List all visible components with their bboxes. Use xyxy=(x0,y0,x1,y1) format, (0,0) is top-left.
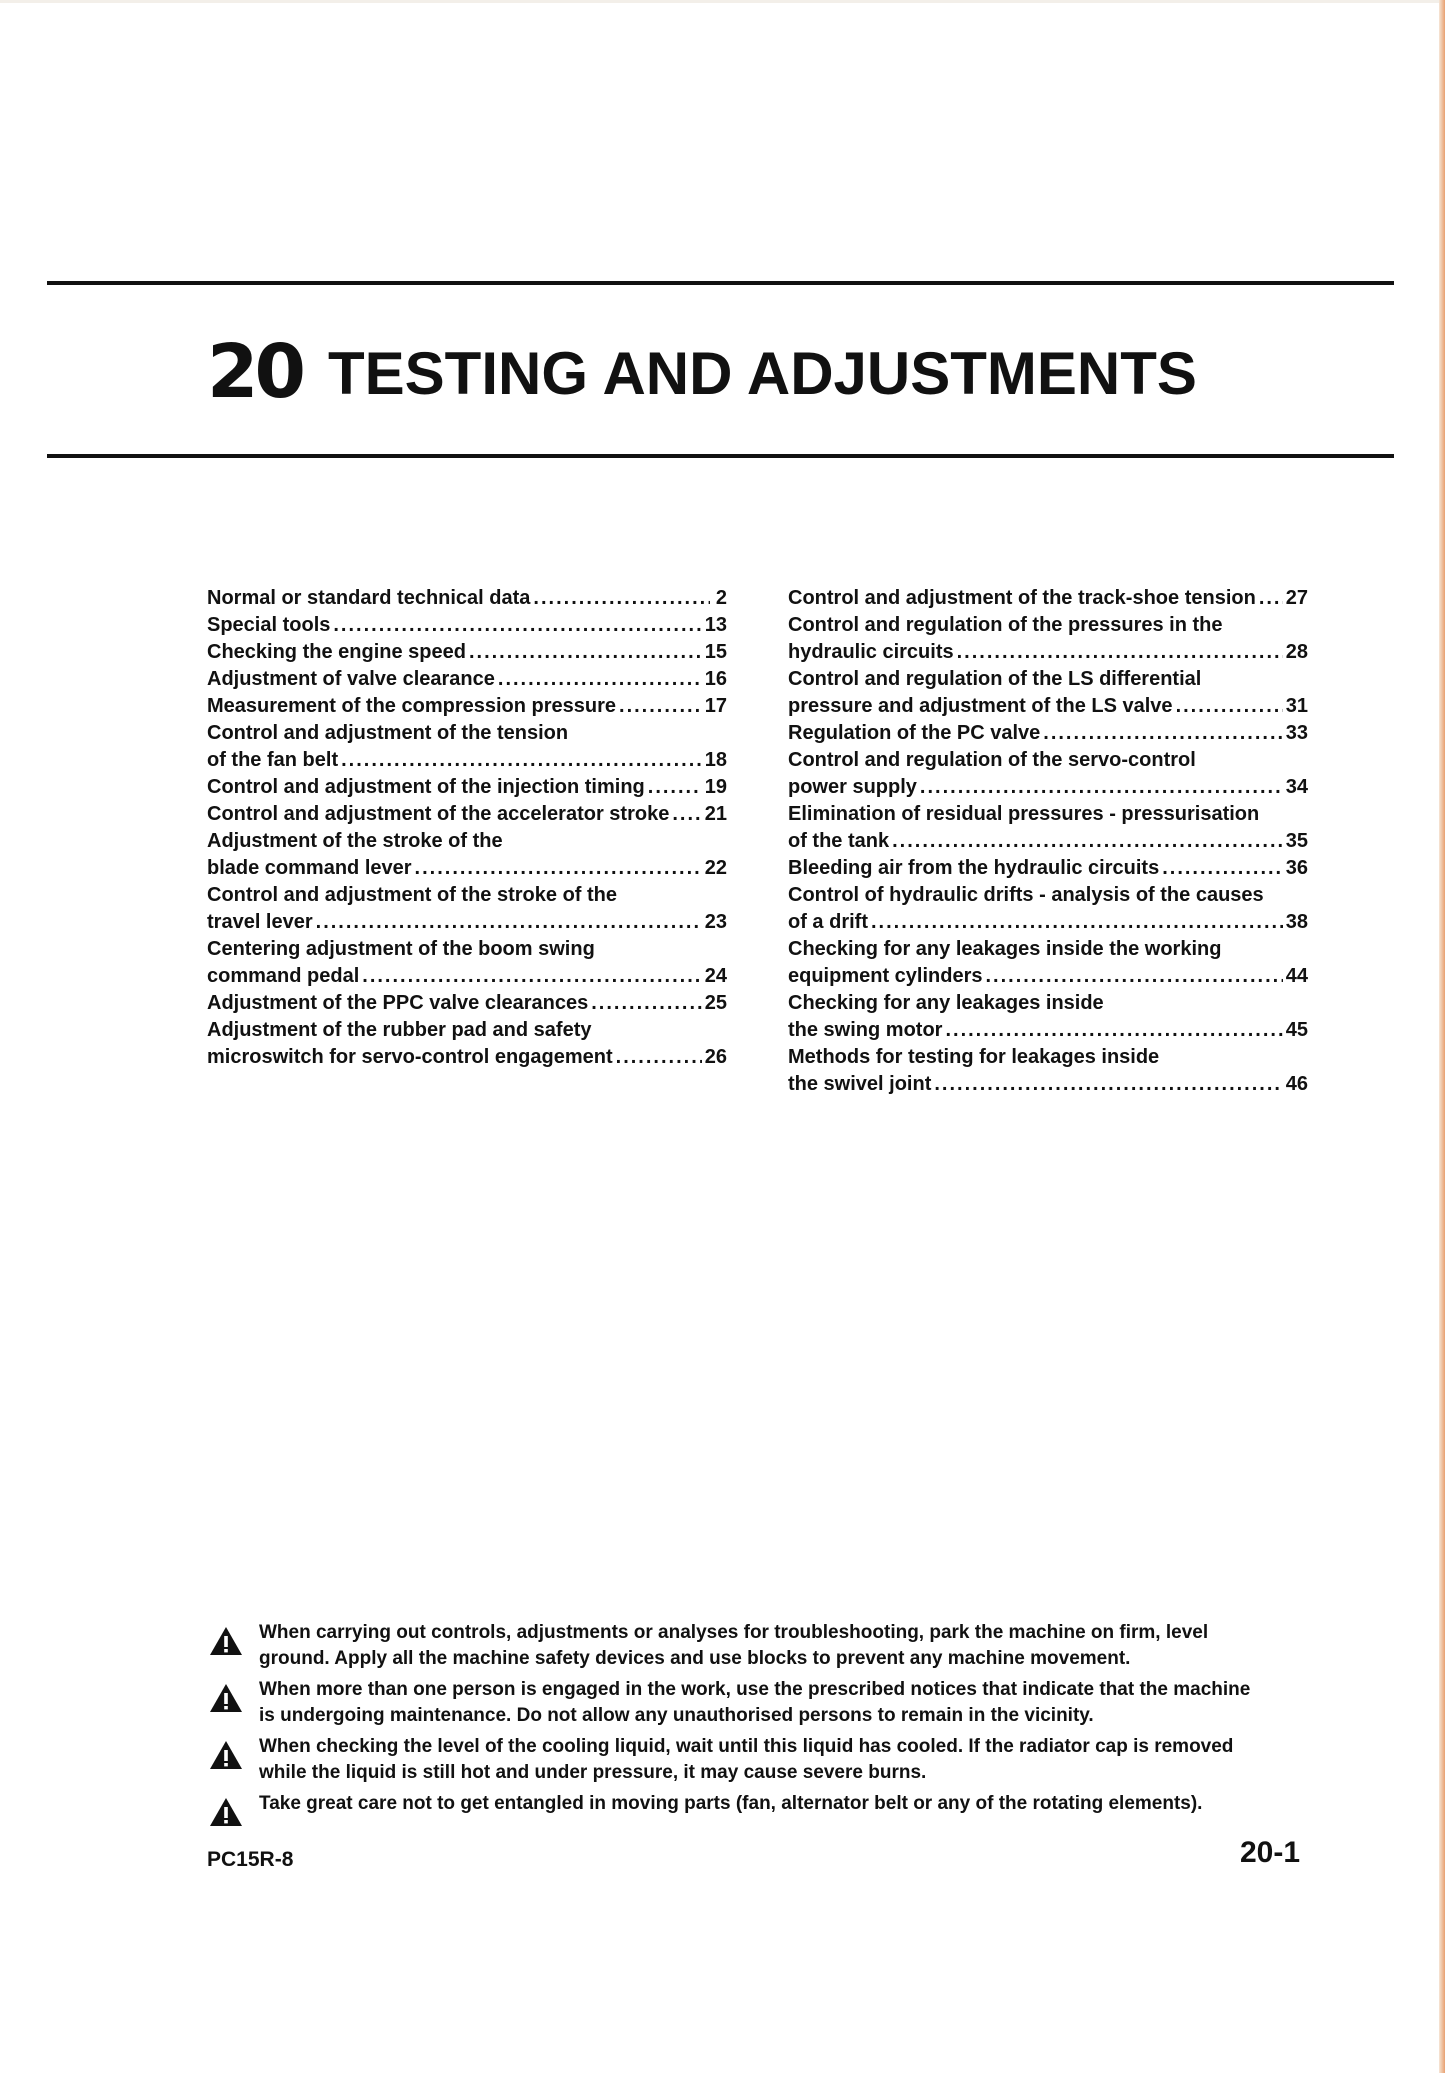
toc-entry xyxy=(788,720,1308,747)
toc-entry xyxy=(207,828,727,882)
toc-page-number: 16 xyxy=(704,668,727,690)
toc-entry-row xyxy=(207,855,727,882)
toc-dot-leader xyxy=(316,909,702,936)
toc-dot-leader xyxy=(415,855,702,882)
toc-entry-title-line: the swivel joint xyxy=(788,1073,932,1095)
warning-item xyxy=(207,1791,1307,1817)
toc-page-number: 46 xyxy=(1285,1073,1308,1095)
toc-page-number: 34 xyxy=(1285,776,1308,798)
toc-entry-row xyxy=(207,585,727,612)
toc-entry xyxy=(788,990,1308,1044)
toc-entry-row xyxy=(788,1071,1308,1098)
warning-text-line: ground. Apply all the machine safety devices and use blocks to prevent any machine movement. xyxy=(259,1648,1131,1669)
warning-text-line: while the liquid is still hot and under pressure, it may cause severe burns. xyxy=(259,1762,927,1783)
toc-entry-title-line: Measurement of the compression pressure xyxy=(207,695,617,717)
toc-entry xyxy=(207,990,727,1017)
footer-model: PC15R-8 xyxy=(207,1848,294,1871)
toc-entry xyxy=(788,882,1308,936)
toc-entry-title-line: Adjustment of the rubber pad and safety xyxy=(207,1019,592,1041)
toc-entry-title-line: Control and adjustment of the tension xyxy=(207,722,569,744)
toc-dot-leader xyxy=(957,639,1283,666)
toc-entry xyxy=(207,1017,727,1071)
toc-page-number: 28 xyxy=(1285,641,1308,663)
toc-entry-title-line: Adjustment of the stroke of the xyxy=(207,830,503,852)
toc-page-number: 18 xyxy=(704,749,727,771)
toc-dot-leader xyxy=(1176,693,1283,720)
toc-page-number: 15 xyxy=(704,641,727,663)
toc-dot-leader xyxy=(619,693,702,720)
toc-entry xyxy=(207,585,727,612)
toc-dot-leader xyxy=(1162,855,1283,882)
toc-entry-title-line: hydraulic circuits xyxy=(788,641,954,663)
toc-entry-row xyxy=(788,720,1308,747)
toc-entry-title-line: power supply xyxy=(788,776,917,798)
toc-entry xyxy=(788,747,1308,801)
toc-entry-title-line: blade command lever xyxy=(207,857,412,879)
toc-entry-row xyxy=(207,747,727,774)
toc-dot-leader xyxy=(672,801,701,828)
warning-text-line: is undergoing maintenance. Do not allow any unauthorised persons to remain in the vicinity. xyxy=(259,1705,1094,1726)
toc-entry-title-line: travel lever xyxy=(207,911,313,933)
warning-triangle-icon xyxy=(209,1740,243,1770)
warning-text-line: Take great care not to get entangled in moving parts (fan, alternator belt or any of the rotating elements). xyxy=(259,1793,1203,1814)
toc-entry-row xyxy=(788,1017,1308,1044)
toc-entry xyxy=(788,855,1308,882)
toc-entry-title-line: Normal or standard technical data xyxy=(207,587,531,609)
toc-dot-leader xyxy=(1259,585,1283,612)
toc-page-number: 31 xyxy=(1285,695,1308,717)
toc-entry-title-line: Control and adjustment of the stroke of the xyxy=(207,884,618,906)
toc-entry-title-line: of the tank xyxy=(788,830,890,852)
toc-entry-title-line: Checking the engine speed xyxy=(207,641,466,663)
chapter-title xyxy=(207,326,1197,415)
toc-dot-leader xyxy=(498,666,702,693)
toc-entry-title-line: Control of hydraulic drifts - analysis of the causes xyxy=(788,884,1264,906)
toc-entry-title-line: Control and regulation of the pressures in the xyxy=(788,614,1223,636)
toc-entry-row xyxy=(207,774,727,801)
toc-dot-leader xyxy=(945,1017,1282,1044)
toc-entry-title-line: Checking for any leakages inside xyxy=(788,992,1104,1014)
toc-page-number: 33 xyxy=(1285,722,1308,744)
toc-page-number: 36 xyxy=(1285,857,1308,879)
toc-entry-title-line: the swing motor xyxy=(788,1019,943,1041)
toc-entry xyxy=(207,666,727,693)
toc-entry-row xyxy=(207,963,727,990)
toc-left-column xyxy=(207,585,727,1071)
toc-entry-title-line: Control and adjustment of the accelerator stroke xyxy=(207,803,670,825)
toc-dot-leader xyxy=(986,963,1283,990)
toc-entry-row xyxy=(207,666,727,693)
toc-dot-leader xyxy=(469,639,702,666)
toc-page-number: 25 xyxy=(704,992,727,1014)
toc-page-number: 27 xyxy=(1285,587,1308,609)
toc-entry-row xyxy=(788,585,1308,612)
toc-page-number: 45 xyxy=(1285,1019,1308,1041)
toc-entry xyxy=(788,666,1308,720)
toc-page-number: 13 xyxy=(704,614,727,636)
toc-entry-row xyxy=(207,801,727,828)
toc-right-column xyxy=(788,585,1308,1098)
toc-entry-title-line: pressure and adjustment of the LS valve xyxy=(788,695,1173,717)
toc-page-number: 38 xyxy=(1285,911,1308,933)
toc-entry xyxy=(207,936,727,990)
warning-text-line: When carrying out controls, adjustments or analyses for troubleshooting, park the machine on firm, level xyxy=(259,1622,1209,1643)
toc-entry-row xyxy=(207,639,727,666)
toc-page-number: 35 xyxy=(1285,830,1308,852)
toc-entry-row xyxy=(207,1044,727,1071)
toc-entry-row xyxy=(788,639,1308,666)
toc-entry-title-line: Adjustment of the PPC valve clearances xyxy=(207,992,589,1014)
toc-dot-leader xyxy=(333,612,701,639)
toc-entry-title-line: command pedal xyxy=(207,965,360,987)
toc-entry-row xyxy=(207,909,727,936)
toc-page-number: 26 xyxy=(704,1046,727,1068)
toc-page-number: 22 xyxy=(704,857,727,879)
toc-page-number: 24 xyxy=(704,965,727,987)
toc-dot-leader xyxy=(920,774,1283,801)
toc-dot-leader xyxy=(648,774,702,801)
warning-triangle-icon xyxy=(209,1797,243,1827)
warning-item xyxy=(207,1734,1307,1786)
warning-item xyxy=(207,1620,1307,1672)
toc-entry xyxy=(207,639,727,666)
toc-page-number: 19 xyxy=(704,776,727,798)
warning-triangle-icon xyxy=(209,1683,243,1713)
toc-entry-title-line: Bleeding air from the hydraulic circuits xyxy=(788,857,1160,879)
toc-page-number: 2 xyxy=(715,587,727,609)
toc-entry-row xyxy=(788,855,1308,882)
toc-entry xyxy=(788,936,1308,990)
toc-entry-title-line: Special tools xyxy=(207,614,331,636)
footer-page-number: 20-1 xyxy=(1240,1836,1301,1869)
toc-page-number: 17 xyxy=(704,695,727,717)
toc-entry-row xyxy=(207,612,727,639)
toc-entry-title-line: equipment cylinders xyxy=(788,965,983,987)
toc-entry xyxy=(207,882,727,936)
toc-dot-leader xyxy=(533,585,710,612)
toc-entry-title-line: microswitch for servo-control engagement xyxy=(207,1046,613,1068)
toc-entry xyxy=(788,612,1308,666)
toc-entry xyxy=(207,612,727,639)
toc-entry xyxy=(207,720,727,774)
toc-entry xyxy=(788,1044,1308,1098)
safety-warnings xyxy=(207,1620,1307,1822)
toc-dot-leader xyxy=(1043,720,1282,747)
toc-entry xyxy=(788,801,1308,855)
toc-entry xyxy=(207,693,727,720)
toc-entry-row xyxy=(788,909,1308,936)
toc-dot-leader xyxy=(871,909,1283,936)
toc-dot-leader xyxy=(591,990,702,1017)
toc-entry-title-line: of a drift xyxy=(788,911,868,933)
toc-entry-row xyxy=(207,693,727,720)
toc-entry-title-line: Adjustment of valve clearance xyxy=(207,668,495,690)
toc-entry-title-line: Methods for testing for leakages inside xyxy=(788,1046,1160,1068)
toc-entry xyxy=(207,801,727,828)
toc-dot-leader xyxy=(616,1044,702,1071)
warning-triangle-icon xyxy=(209,1626,243,1656)
toc-entry-title-line: Regulation of the PC valve xyxy=(788,722,1041,744)
toc-entry-row xyxy=(788,963,1308,990)
page-right-edge xyxy=(1439,0,1445,2073)
toc-entry-title-line: Control and adjustment of the injection timing xyxy=(207,776,645,798)
toc-entry-title-line: Control and regulation of the servo-control xyxy=(788,749,1196,771)
title-rule-top xyxy=(47,281,1394,285)
warning-text-line: When checking the level of the cooling liquid, wait until this liquid has cooled. If the radiator cap is removed xyxy=(259,1736,1234,1757)
toc-entry-row xyxy=(788,693,1308,720)
toc-entry-row xyxy=(207,990,727,1017)
toc-entry xyxy=(207,774,727,801)
toc-page-number: 44 xyxy=(1285,965,1308,987)
toc-page-number: 23 xyxy=(704,911,727,933)
toc-entry-row xyxy=(788,774,1308,801)
toc-entry-title-line: Checking for any leakages inside the working xyxy=(788,938,1222,960)
warning-text-line: When more than one person is engaged in the work, use the prescribed notices that indicate that the machine xyxy=(259,1679,1251,1700)
toc-dot-leader xyxy=(892,828,1283,855)
toc-dot-leader xyxy=(362,963,701,990)
toc-entry-title-line: Centering adjustment of the boom swing xyxy=(207,938,595,960)
chapter-title-text: TESTING AND ADJUSTMENTS xyxy=(327,340,1197,407)
toc-entry xyxy=(788,585,1308,612)
title-rule-bottom xyxy=(47,454,1394,458)
chapter-number: 20 xyxy=(207,329,302,415)
warning-item xyxy=(207,1677,1307,1729)
toc-entry-title-line: of the fan belt xyxy=(207,749,339,771)
toc-dot-leader xyxy=(934,1071,1282,1098)
toc-page-number: 21 xyxy=(704,803,727,825)
page-top-edge xyxy=(0,0,1445,3)
toc-dot-leader xyxy=(341,747,702,774)
toc-entry-title-line: Control and regulation of the LS differential xyxy=(788,668,1202,690)
toc-entry-row xyxy=(788,828,1308,855)
toc-entry-title-line: Elimination of residual pressures - pressurisation xyxy=(788,803,1260,825)
toc-entry-title-line: Control and adjustment of the track-shoe tension xyxy=(788,587,1256,609)
